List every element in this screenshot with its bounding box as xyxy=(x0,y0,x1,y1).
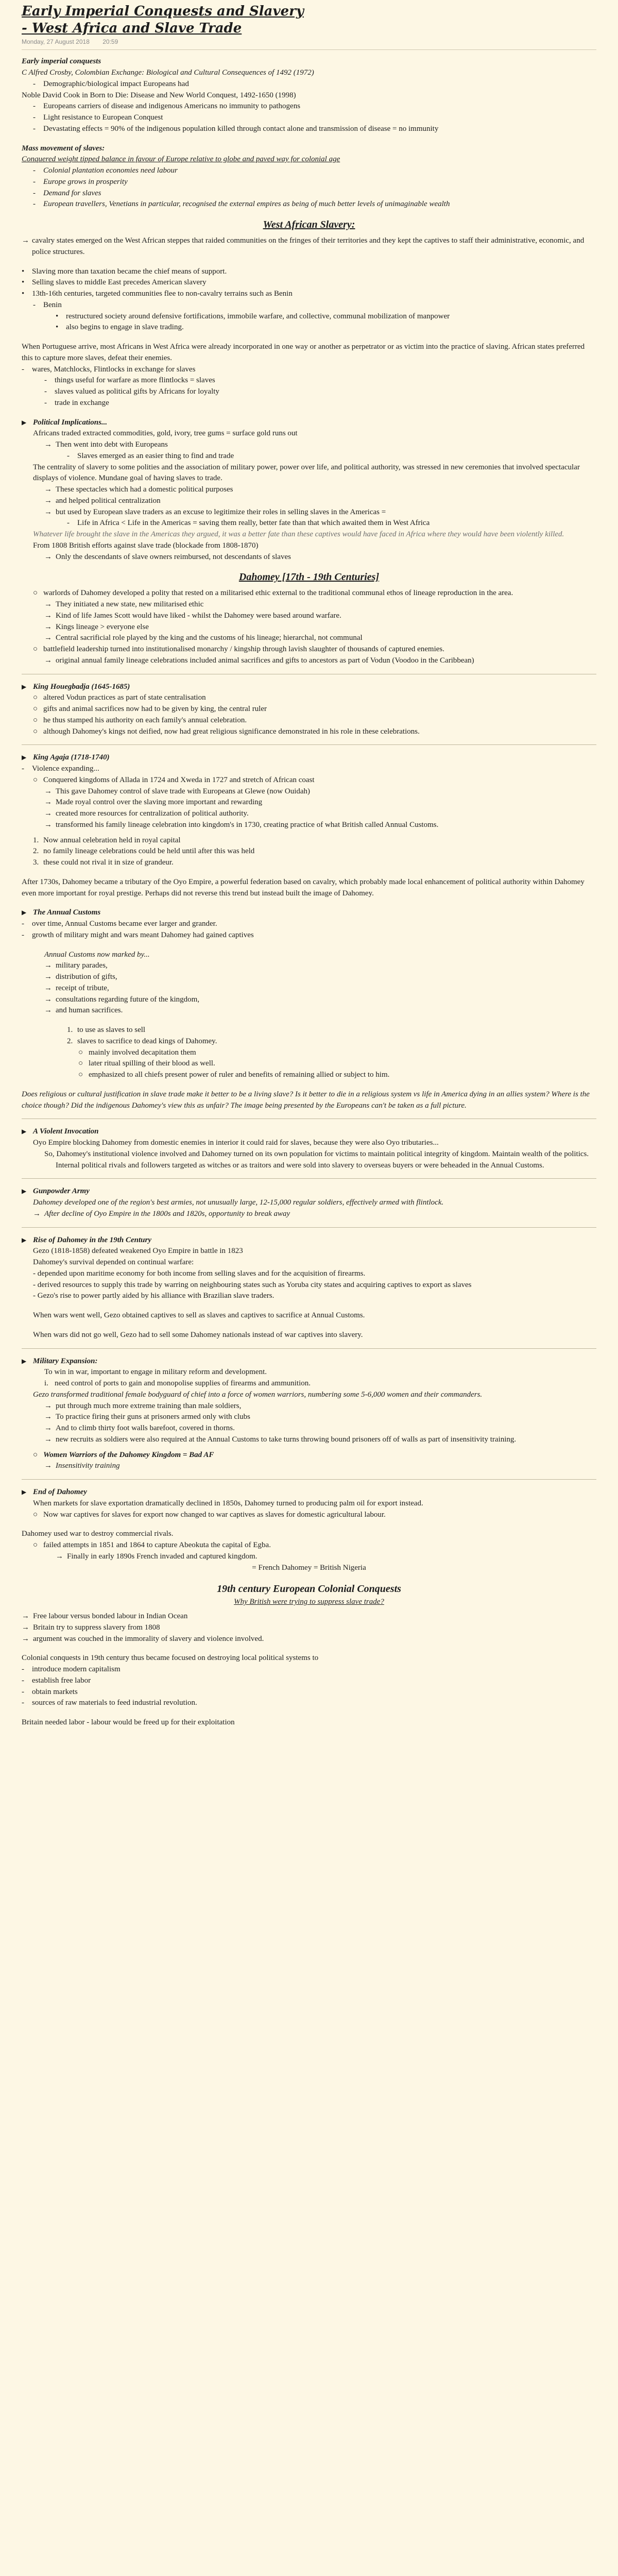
list-item: → original annual family lineage celebrations included animal sacrifices and gifts to ancestors as part of Vodun (Voodoo in the Caribbean) xyxy=(44,656,474,665)
list-item: → put through much more extreme training than male soldiers, xyxy=(44,1401,242,1410)
military-heading: Military Expansion: xyxy=(33,1357,98,1365)
violent-heading: A Violent Invocation xyxy=(33,1127,99,1136)
end-p1: When markets for slave exportation dramatically declined in 1850s, Dahomey turned to producing palm oil for export instead. xyxy=(33,1499,423,1507)
violent-p1: Oyo Empire blocking Dahomey from domestic enemies in interior it could raid for slaves, because they were also Oyo tributaries... xyxy=(33,1139,439,1147)
rise-l6: When wars went well, Gezo obtained captives to sell as slaves and captives to sacrifice at Annual Customs. xyxy=(33,1311,365,1320)
collapse-triangle-icon[interactable]: ▶ xyxy=(22,754,27,761)
list-item: → These spectacles which had a domestic political purposes xyxy=(44,485,233,494)
gunpowder-heading: Gunpowder Army xyxy=(33,1187,90,1196)
list-item: - Colonial plantation economies need labour xyxy=(33,166,178,175)
end-p2: Dahomey used war to destroy commercial rivals. xyxy=(22,1530,174,1538)
list-item: → Kings lineage > everyone else xyxy=(44,622,149,631)
rise-l2: Dahomey's survival depended on continual warfare: xyxy=(33,1258,194,1267)
list-item: ○ Women Warriors of the Dahomey Kingdom = Bad AF xyxy=(33,1450,214,1459)
colonial-p2: Britain needed labor - labour would be freed up for their exploitation xyxy=(22,1718,235,1727)
collapse-triangle-icon[interactable]: ▶ xyxy=(22,1188,27,1195)
list-item: → new recruits as soldiers were also required at the Annual Customs to take turns throwing bound prisoners off of walls as part of insensitivity training. xyxy=(44,1435,517,1444)
dahomey-heading: Dahomey [17th - 19th Centuries] xyxy=(238,571,380,583)
section-divider xyxy=(22,1479,596,1480)
section-divider xyxy=(22,1348,596,1349)
list-item: - establish free labor xyxy=(22,1676,91,1685)
note-time: 20:59 xyxy=(102,38,118,45)
oyo-paragraph: After 1730s, Dahomey became a tributary of the Oyo Empire, a powerful federation based on cavalry, which probably made local enhancement of political authority within Dahomey even more important for royal prestige. Perhaps did not reverse this trend but instead built the image of Dahomey. xyxy=(22,877,585,897)
violent-p2: So, Dahomey's institutional violence involved and Dahomey turned on its own population for victims to maintain political integrity of kingdom. Maintain wealth of the politics. xyxy=(44,1149,589,1158)
king-h-section xyxy=(22,682,596,693)
list-item: ○ altered Vodun practices as part of state centralisation xyxy=(33,693,206,702)
gunpowder-section xyxy=(22,1186,596,1197)
list-item: ○ later ritual spilling of their blood as well. xyxy=(78,1059,215,1068)
list-item: - Demand for slaves xyxy=(33,189,101,197)
crosby-citation: C Alfred Crosby, Colombian Exchange: Biological and Cultural Consequences of 1492 (1972) xyxy=(22,69,314,77)
list-item: ○ Now war captives for slaves for export now changed to war captives as slaves for domestic agricultural labour. xyxy=(33,1510,386,1519)
king-h-heading: King Houegbadja (1645-1685) xyxy=(33,682,130,691)
list-item: → After decline of Oyo Empire in the 1800s and 1820s, opportunity to break away xyxy=(33,1209,290,1218)
violent-p3: Internal political rivals and followers targeted as witches or as traitors and were sold into slavery to overseas buyers or were beheaded in the Annual Customs. xyxy=(56,1161,544,1170)
collapse-triangle-icon[interactable]: ▶ xyxy=(22,418,27,426)
list-item: - Benin xyxy=(33,300,62,309)
end-section xyxy=(22,1487,596,1498)
list-item: - Europeans carriers of disease and indigenous Americans no immunity to pathogens xyxy=(33,102,301,111)
section-divider xyxy=(22,1178,596,1179)
list-item: → Made royal control over the slaving more important and rewarding xyxy=(44,798,263,807)
list-item: - Slaves emerged as an easier thing to find and trade xyxy=(67,451,234,460)
collapse-triangle-icon[interactable]: ▶ xyxy=(22,1488,27,1496)
list-item: - things useful for warfare as more flintlocks = slaves xyxy=(44,376,215,385)
list-item: 1. to use as slaves to sell xyxy=(67,1026,146,1035)
political-p3: From 1808 British efforts against slave trade (blockade from 1808-1870) xyxy=(33,541,259,550)
king-a-section xyxy=(22,752,596,764)
note-meta xyxy=(22,38,596,46)
list-item: - obtain markets xyxy=(22,1687,78,1696)
list-item: ○ Conquered kingdoms of Allada in 1724 and Xweda in 1727 and stretch of African coast xyxy=(33,775,315,784)
list-item: i. need control of ports to gain and monopolise supplies of firearms and ammunition. xyxy=(44,1379,311,1388)
list-item: - European travellers, Venetians in particular, recognised the external empires as being of much better levels of unimaginable wealth xyxy=(33,200,450,209)
customs-question: Does religious or cultural justification in slave trade make it better to be a living slave? Is it better to die in a religious system vs life in America dying in an allies system? Where is the choice though? Did the indigenous Dahomey's view this as unfair? The image being presented by the Europeans can't be taken as a full picture. xyxy=(22,1090,590,1110)
list-item: → cavalry states emerged on the West African steppes that raided communities on the fringes of their territories and they kept the captives to staff their administrative, economic, and police structures. xyxy=(22,236,585,256)
list-item: → consultations regarding future of the kingdom, xyxy=(44,995,200,1004)
list-item: - Europe grows in prosperity xyxy=(33,177,128,186)
list-item: • restructured society around defensive fortifications, immobile warfare, and collective, communal mobilization of manpower xyxy=(56,312,450,320)
political-p1: Africans traded extracted commodities, gold, ivory, tree gums = surface gold runs out xyxy=(33,429,298,438)
list-item: → To practice firing their guns at prisoners armed only with clubs xyxy=(44,1413,251,1421)
list-item: - Life in Africa < Life in the Americas = saving them really, better fate than that which awaited them in West Africa xyxy=(67,519,430,528)
collapse-triangle-icon[interactable]: ▶ xyxy=(22,1357,27,1365)
list-item: → distribution of gifts, xyxy=(44,973,117,981)
colonial-heading: 19th century European Colonial Conquests xyxy=(217,1583,401,1595)
collapse-triangle-icon[interactable]: ▶ xyxy=(22,909,27,917)
list-item: → transformed his family lineage celebration into kingdom's in 1730, creating practice of what British called Annual Customs. xyxy=(44,820,439,829)
list-item: - trade in exchange xyxy=(44,398,109,407)
collapse-triangle-icon[interactable]: ▶ xyxy=(22,1236,27,1244)
early-heading: Early imperial conquests xyxy=(22,57,101,66)
customs-section xyxy=(22,907,596,919)
rise-heading: Rise of Dahomey in the 19th Century xyxy=(33,1235,152,1244)
political-quote: Whatever life brought the slave in the Americas they argued, it was a better fate than these captives would have faced in Africa where they would have been violently killed. xyxy=(33,530,564,539)
list-item: → And to climb thirty foot walls barefoot, covered in thorns. xyxy=(44,1424,235,1433)
note-date: Monday, 27 August 2018 xyxy=(22,38,90,45)
cook-citation: Noble David Cook in Born to Die: Disease and New World Conquest, 1492-1650 (1998) xyxy=(22,91,296,99)
gunpowder-p1: Dahomey developed one of the region's best armies, not unusually large, 12-15,000 regular soldiers, effectively armed with flintlock. xyxy=(33,1198,444,1207)
list-item: ○ failed attempts in 1851 and 1864 to capture Abeokuta the capital of Egba. xyxy=(33,1541,271,1550)
page-title: Early Imperial Conquests and Slavery - West Africa and Slave Trade xyxy=(22,4,304,36)
list-item: 1. Now annual celebration held in royal capital xyxy=(33,836,181,844)
military-l1: To win in war, important to engage in military reform and development. xyxy=(44,1368,267,1377)
rise-l4: - derived resources to supply this trade by warring on neighbouring states such as Yoruba city states and acquiring captives to export as slaves xyxy=(33,1280,472,1289)
list-item: → argument was couched in the immorality of slavery and violence involved. xyxy=(22,1634,264,1643)
end-eq: = French Dahomey = British Nigeria xyxy=(252,1563,366,1572)
section-divider xyxy=(22,744,596,745)
military-section xyxy=(22,1356,596,1367)
rise-l7: When wars did not go well, Gezo had to sell some Dahomey nationals instead of war captives into slavery. xyxy=(33,1330,363,1339)
customs-heading: The Annual Customs xyxy=(33,908,101,917)
list-item: 3. these could not rival it in size of grandeur. xyxy=(33,858,174,867)
list-item: - Violence expanding... xyxy=(22,765,99,773)
title-divider xyxy=(22,49,596,50)
rise-section xyxy=(22,1235,596,1246)
list-item: - slaves valued as political gifts by Africans for loyalty xyxy=(44,387,219,396)
rise-l5: - Gezo's rise to power partly aided by his alliance with Brazilian slave traders. xyxy=(33,1292,274,1300)
list-item: ○ although Dahomey's kings not deified, now had great religious significance demonstrated in his role in these celebrations. xyxy=(33,727,420,736)
list-item: → created more resources for centralization of political authority. xyxy=(44,809,249,818)
list-item: → receipt of tribute, xyxy=(44,984,109,992)
list-item: ○ gifts and animal sacrifices now had to be given by king, the central ruler xyxy=(33,705,267,714)
list-item: → Central sacrificial role played by the king and the customs of his lineage; hierarchal, not communal xyxy=(44,634,363,642)
list-item: ○ emphasized to all chiefs present power of ruler and benefits of remaining allied or subject to him. xyxy=(78,1071,390,1079)
military-l2: Gezo transformed traditional female bodyguard of chief into a force of women warriors, numbering some 5-6,000 women and their commanders. xyxy=(33,1390,483,1399)
list-item: → military parades, xyxy=(44,961,108,970)
customs-marked: Annual Customs now marked by... xyxy=(44,950,150,959)
portuguese-paragraph: When Portuguese arrive, most Africans in West Africa were already incorporated in one way or another as perpetrator or as victim into the practice of slaving. African states preferred this to capture more slaves, defeat their enemies. xyxy=(22,343,585,362)
list-item: - introduce modern capitalism xyxy=(22,1665,121,1674)
political-heading: Political Implications... xyxy=(33,418,108,427)
list-item: ○ he thus stamped his authority on each family's annual celebration. xyxy=(33,716,247,724)
political-section xyxy=(22,417,596,429)
list-item: → Finally in early 1890s French invaded and captured kingdom. xyxy=(56,1552,258,1561)
list-item: • 13th-16th centuries, targeted communities flee to non-cavalry terrains such as Benin xyxy=(22,290,293,298)
list-item: ○ battlefield leadership turned into institutionalised monarchy / kingship through lavish slaughter of thousands of captured enemies. xyxy=(33,645,444,654)
collapse-triangle-icon[interactable]: ▶ xyxy=(22,1128,27,1136)
mass-lead: Conquered weight tipped balance in favour of Europe relative to globe and paved way for colonial age xyxy=(22,155,340,164)
list-item: → Only the descendants of slave owners reimbursed, not descendants of slaves xyxy=(44,552,291,561)
king-a-heading: King Agaja (1718-1740) xyxy=(33,753,110,762)
section-divider xyxy=(22,1118,596,1119)
list-item: - growth of military might and wars meant Dahomey had gained captives xyxy=(22,930,254,939)
list-item: → They initiated a new state, new militarised ethic xyxy=(44,600,204,609)
list-item: 2. no family lineage celebrations could be held until after this was held xyxy=(33,847,255,856)
list-item: - sources of raw materials to feed industrial revolution. xyxy=(22,1699,197,1707)
section-divider xyxy=(22,1227,596,1228)
political-p2: The centrality of slavery to some polities and the association of military power, power over life, and political authority, was stressed in new ceremonies that involved spectacular displays of violence. Mundane goal of having slaves to trade. xyxy=(33,463,580,483)
list-item: • Selling slaves to middle East precedes American slavery xyxy=(22,278,207,287)
list-item: - wares, Matchlocks, Flintlocks in exchange for slaves xyxy=(22,365,196,374)
list-item: → This gave Dahomey control of slave trade with Europeans at Glewe (now Ouidah) xyxy=(44,787,311,795)
collapse-triangle-icon[interactable]: ▶ xyxy=(22,683,27,690)
list-item: ○ mainly involved decapitation them xyxy=(78,1048,196,1057)
mass-heading: Mass movement of slaves: xyxy=(22,144,105,152)
list-item: - Devastating effects = 90% of the indigenous population killed through contact alone and transmission of disease = no immunity xyxy=(33,124,439,133)
was-heading: West African Slavery: xyxy=(263,219,355,231)
list-item: • Slaving more than taxation became the chief means of support. xyxy=(22,267,227,276)
end-heading: End of Dahomey xyxy=(33,1488,87,1497)
list-item: 2. slaves to sacrifice to dead kings of Dahomey. xyxy=(67,1037,217,1045)
rise-l3: - depended upon maritime economy for both income from selling slaves and for the acquisition of firearms. xyxy=(33,1269,366,1278)
list-item: → and human sacrifices. xyxy=(44,1006,123,1015)
list-item: → Kind of life James Scott would have liked - whilst the Dahomey were based around warfare. xyxy=(44,611,341,620)
list-item: - Demographic/biological impact Europeans had xyxy=(33,79,189,88)
list-item: → Britain try to suppress slavery from 1808 xyxy=(22,1623,160,1632)
list-item: → but used by European slave traders as an excuse to legitimize their roles in selling slaves in the Americas = xyxy=(44,507,386,516)
list-item: → Insensitivity training xyxy=(44,1462,120,1470)
list-item: → Free labour versus bonded labour in Indian Ocean xyxy=(22,1612,188,1621)
rise-l1: Gezo (1818-1858) defeated weakened Oyo Empire in battle in 1823 xyxy=(33,1247,243,1256)
list-item: ○ warlords of Dahomey developed a polity that rested on a militarised ethic external to the traditional communal ethos of lineage reproduction in the area. xyxy=(33,589,513,598)
list-item: • also begins to engage in slave trading. xyxy=(56,323,184,332)
list-item: → Then went into debt with Europeans xyxy=(44,440,168,449)
colonial-sub: Why British were trying to suppress slave trade? xyxy=(234,1598,384,1606)
violent-section xyxy=(22,1126,596,1138)
list-item: - Light resistance to European Conquest xyxy=(33,113,163,122)
list-item: - over time, Annual Customs became ever larger and grander. xyxy=(22,920,217,928)
colonial-p1: Colonial conquests in 19th century thus became focused on destroying local political systems to xyxy=(22,1654,319,1663)
list-item: → and helped political centralization xyxy=(44,496,161,505)
